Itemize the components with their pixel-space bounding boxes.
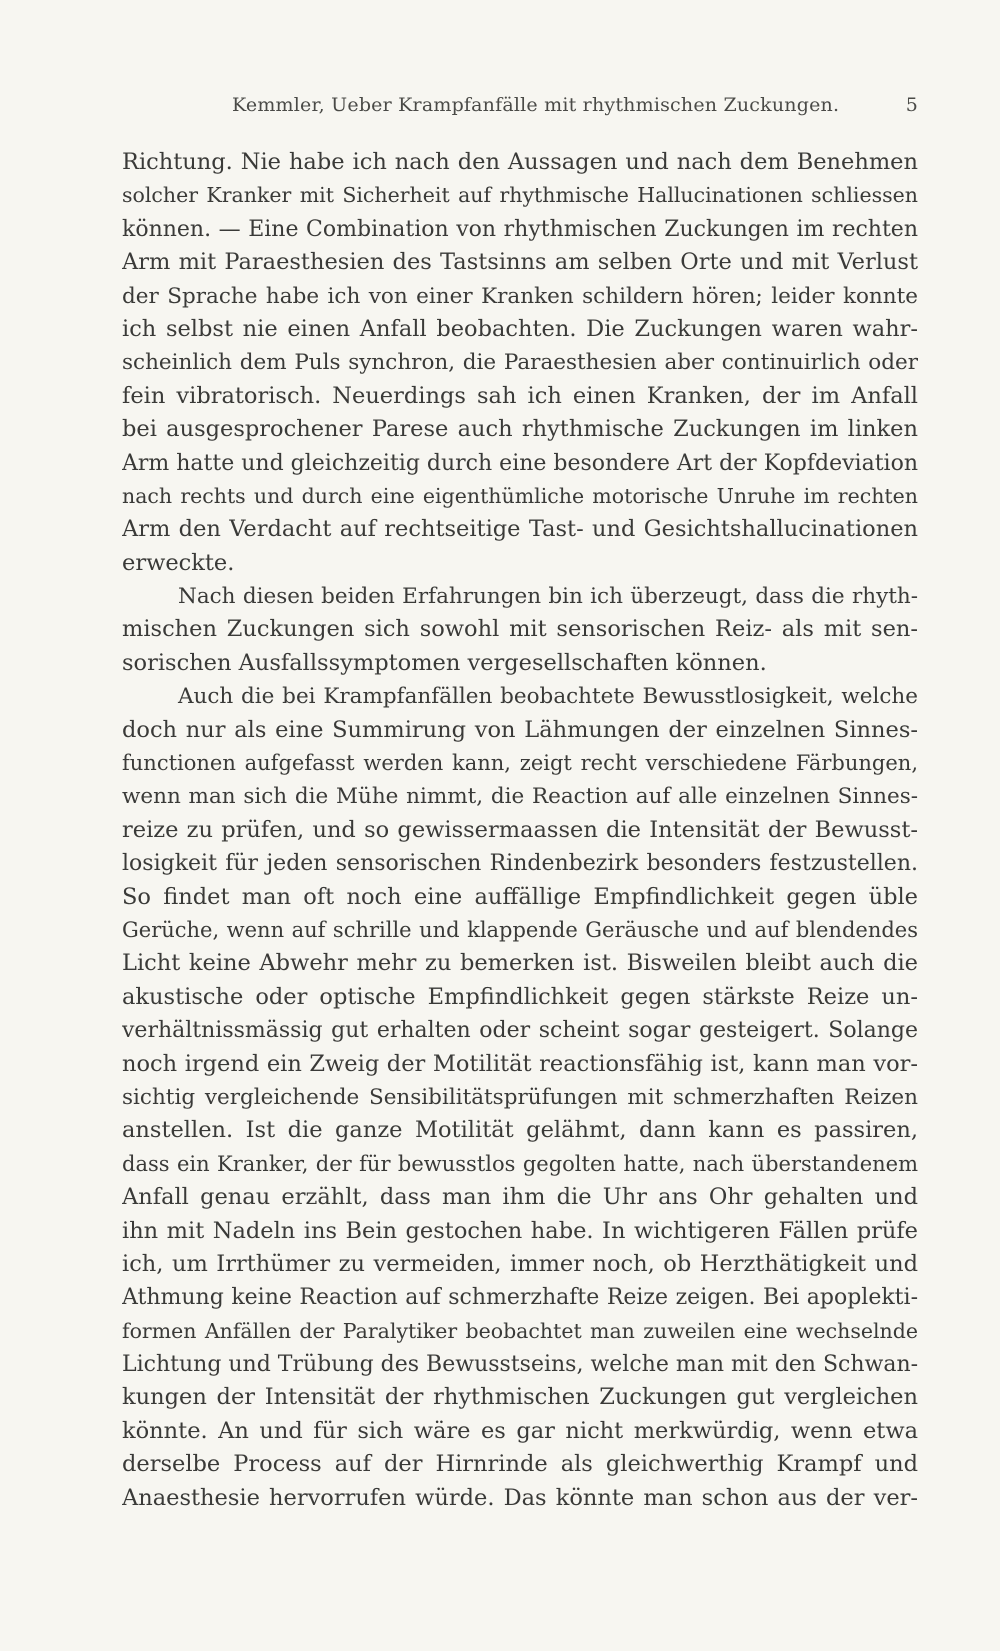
text-line: derselbe Process auf der Hirnrinde als gleichwerthig Krampf und: [122, 1451, 918, 1478]
text-line: ihn mit Nadeln ins Bein gestochen habe. In wichtigeren Fällen prüfe: [122, 1217, 918, 1244]
text-line: bei ausgesprochener Parese auch rhythmische Zuckungen im linken: [122, 416, 918, 443]
text-line: Auch die bei Krampfanfällen beobachtete Bewusstlosigkeit, welche: [178, 684, 918, 710]
text-line: Richtung. Nie habe ich nach den Aussagen und nach dem Benehmen: [122, 149, 918, 175]
text-line: sorischen Ausfallssymptomen vergesellschaften können.: [122, 649, 767, 676]
text-line: mischen Zuckungen sich sowohl mit sensorischen Reiz- als mit sen-: [122, 616, 918, 643]
text-line: reize zu prüfen, und so gewissermaassen die Intensität der Bewusst-: [122, 816, 918, 843]
text-line: Arm mit Paraesthesien des Tastsinns am selben Orte und mit Verlust: [122, 249, 918, 276]
text-line: noch irgend ein Zweig der Motilität reactionsfähig ist, kann man vor-: [122, 1050, 918, 1077]
text-line: der Sprache habe ich von einer Kranken schildern hören; leider konnte: [122, 283, 918, 309]
text-line: verhältnissmässig gut erhalten oder scheint sogar gesteigert. Solange: [122, 1018, 918, 1044]
text-line: So findet man oft noch eine auffällige Empfindlichkeit gegen üble: [122, 883, 918, 910]
text-line: losigkeit für jeden sensorischen Rindenbezirk besonders festzustellen.: [122, 851, 918, 877]
text-line: wenn man sich die Mühe nimmt, die Reaction auf alle einzelnen Sinnes-: [122, 784, 918, 810]
page-number: 5: [905, 94, 918, 116]
text-line: Gerüche, wenn auf schrille und klappende Geräusche und auf blendendes: [122, 917, 918, 942]
text-line: Licht keine Abwehr mehr zu bemerken ist. Bisweilen bleibt auch die: [122, 950, 918, 977]
text-line: fein vibratorisch. Neuerdings sah ich einen Kranken, der im Anfall: [122, 382, 918, 409]
text-line: sichtig vergleichende Sensibilitätsprüfungen mit schmerzhaften Reizen: [122, 1084, 918, 1110]
text-line: dass ein Kranker, der für bewusstlos gegolten hatte, nach überstandenem: [122, 1151, 918, 1176]
text-line: anstellen. Ist die ganze Motilität gelähmt, dann kann es passiren,: [122, 1117, 918, 1144]
text-line: Lichtung und Trübung des Bewusstseins, welche man mit den Schwan-: [122, 1352, 918, 1378]
text-line: Nach diesen beiden Erfahrungen bin ich überzeugt, dass die rhyth-: [178, 584, 918, 610]
text-line: Arm den Verdacht auf rechtseitige Tast- und Gesichtshallucinationen: [122, 516, 918, 543]
text-line: kungen der Intensität der rhythmischen Zuckungen gut vergleichen: [122, 1384, 918, 1411]
text-line: scheinlich dem Puls synchron, die Paraesthesien aber continuirlich oder: [122, 350, 918, 376]
text-line: Anfall genau erzählt, dass man ihm die Uhr ans Ohr gehalten und: [122, 1184, 918, 1211]
text-line: nach rechts und durch eine eigenthümliche motorische Unruhe im rechten: [122, 483, 918, 508]
text-line: können. — Eine Combination von rhythmischen Zuckungen im rechten: [122, 216, 918, 242]
text-line: Athmung keine Reaction auf schmerzhafte Reize zeigen. Bei apoplekti-: [122, 1285, 918, 1311]
text-line: ich selbst nie einen Anfall beobachten. Die Zuckungen waren wahr-: [122, 315, 918, 342]
text-line: doch nur als eine Summirung von Lähmungen der einzelnen Sinnes-: [122, 716, 918, 743]
text-line: solcher Kranker mit Sicherheit auf rhythmische Hallucinationen schliessen: [122, 183, 918, 208]
body-text: [122, 146, 918, 1515]
running-head: [122, 94, 918, 124]
text-line: erweckte.: [122, 549, 235, 576]
text-line: functionen aufgefasst werden kann, zeigt recht verschiedene Färbungen,: [122, 751, 918, 776]
text-line: Anaesthesie hervorrufen würde. Das könnte man schon aus der ver-: [122, 1484, 918, 1511]
running-title: Kemmler, Ueber Krampfanfälle mit rhythmischen Zuckungen.: [232, 94, 840, 116]
text-line: akustische oder optische Empfindlichkeit gegen stärkste Reize un-: [122, 983, 918, 1010]
text-line: ich, um Irrthümer zu vermeiden, immer noch, ob Herzthätigkeit und: [122, 1250, 918, 1277]
text-line: Arm hatte und gleichzeitig durch eine besondere Art der Kopfdeviation: [122, 450, 918, 476]
text-line: formen Anfällen der Paralytiker beobachtet man zuweilen eine wechselnde: [122, 1318, 918, 1343]
text-line: könnte. An und für sich wäre es gar nicht merkwürdig, wenn etwa: [122, 1417, 918, 1444]
